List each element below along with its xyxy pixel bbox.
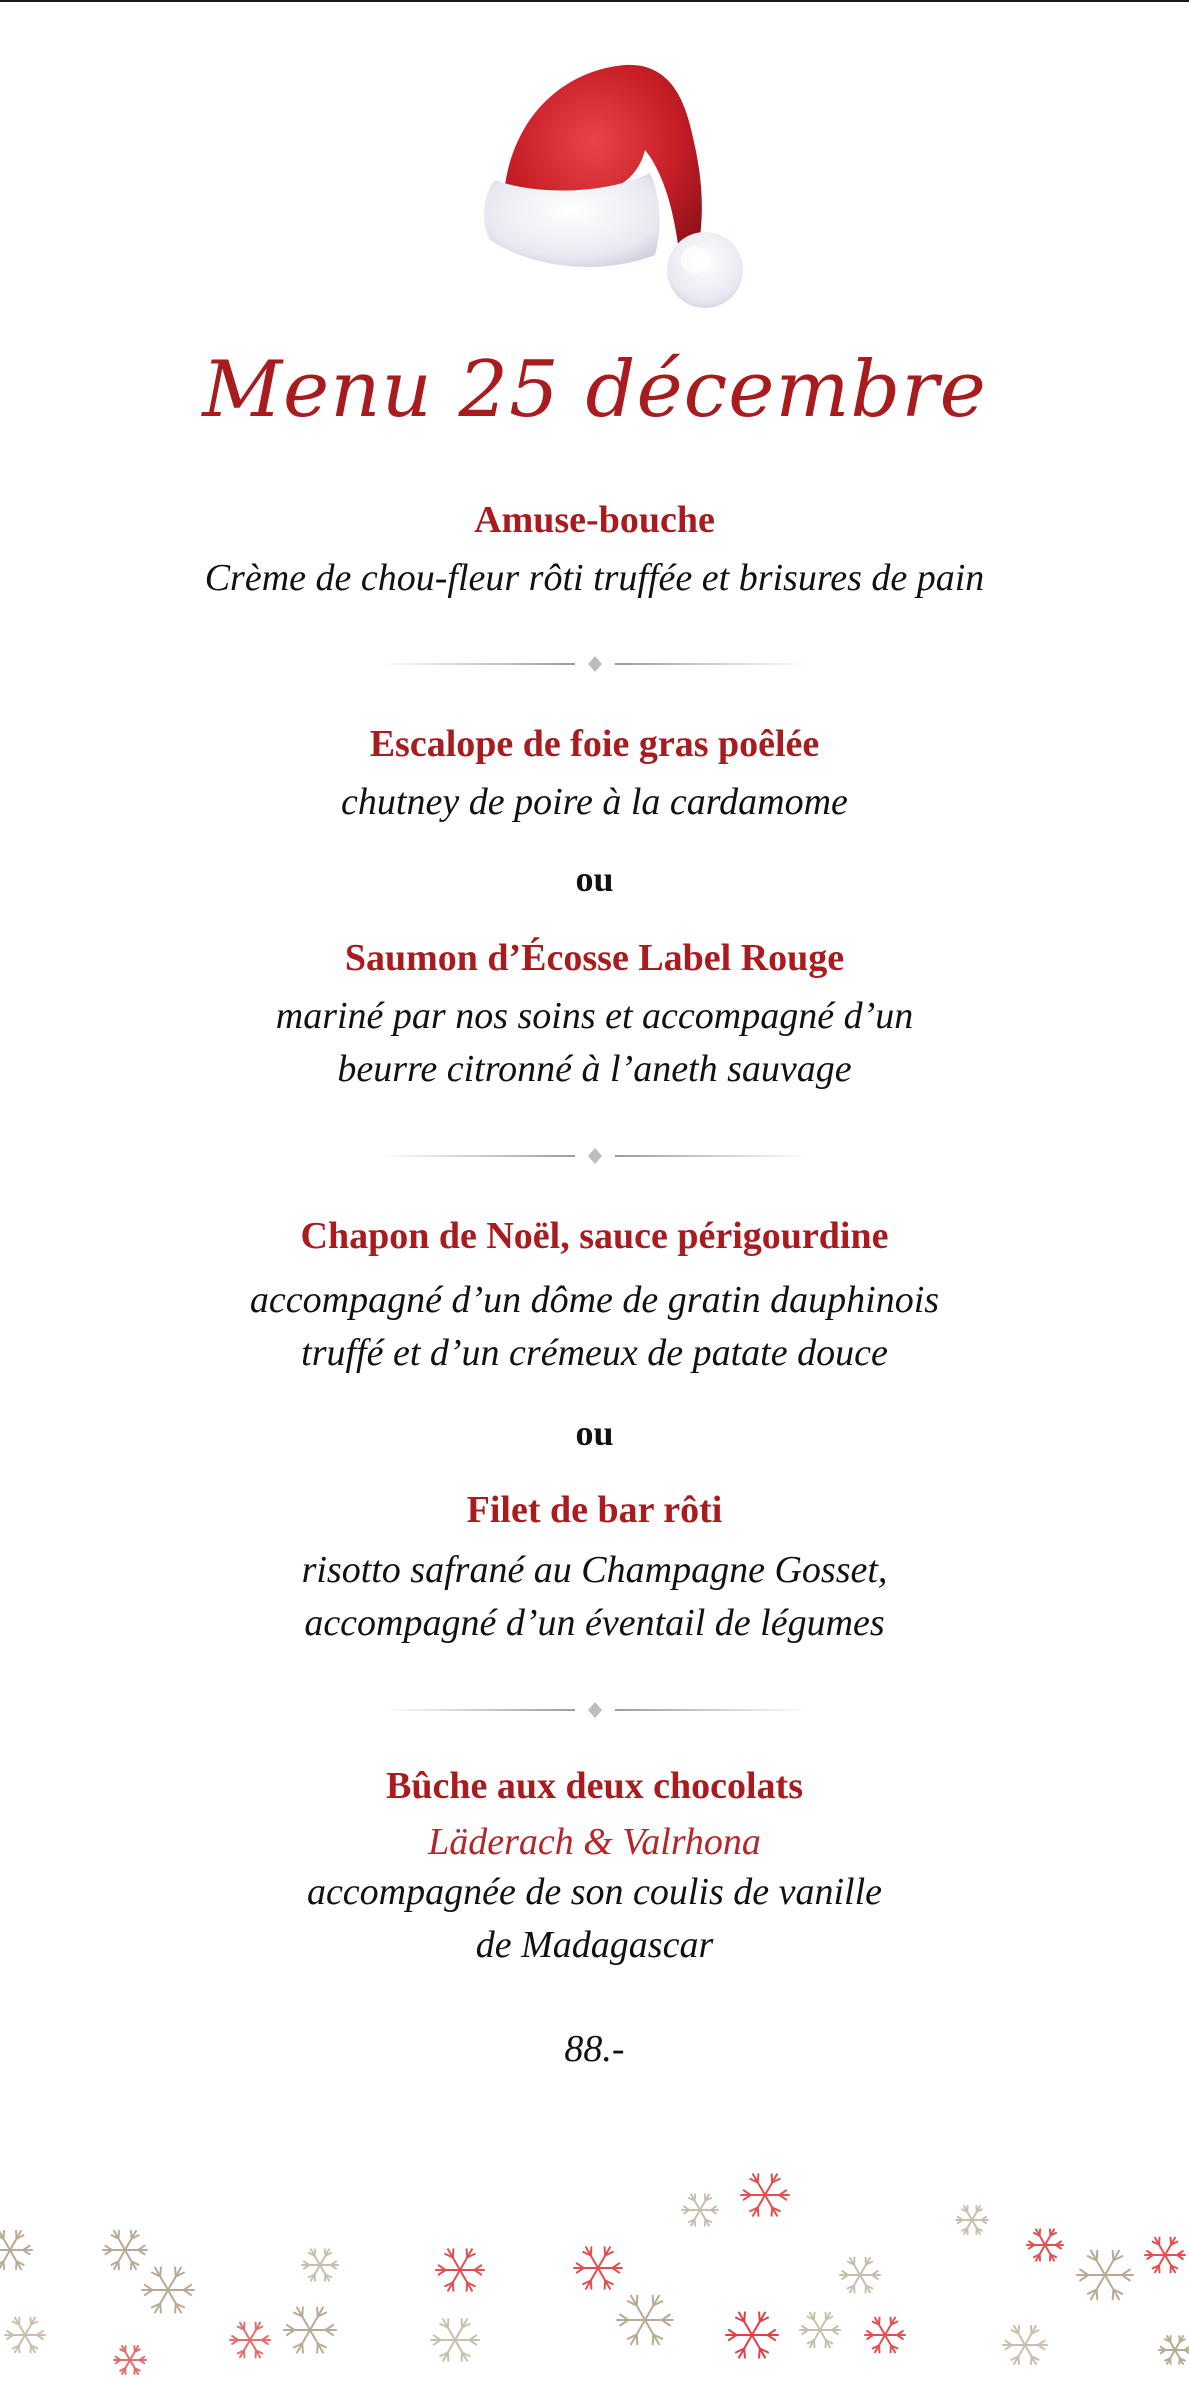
main-chapon-desc-1: accompagné d’un dôme de gratin dauphinois [249,1279,940,1321]
snowflake-icon [800,2313,840,2348]
dessert-desc-2: de Madagascar [475,1924,714,1966]
dessert-desc-1: accompagnée de son coulis de vanille [306,1871,883,1913]
menu-price: 88.- [564,2028,625,2070]
snowflake-icon [1003,2326,1047,2364]
snowflake-icon [114,2346,146,2374]
starter-saumon-desc-1: mariné par nos soins et accompagné d’un [275,995,914,1037]
snowflake-icon [436,2249,484,2291]
main-bar-name: Filet de bar rôti [466,1489,723,1531]
starter-foie-gras-name: Escalope de foie gras poêlée [369,723,820,765]
starter-foie-gras-desc: chutney de poire à la cardamome [341,781,848,823]
amuse-bouche-desc: Crème de chou-fleur rôti truffée et brisures de pain [204,557,985,599]
snowflake-icon [103,2231,147,2269]
ornament-divider-icon [370,1700,820,1720]
snowflake-icon [302,2249,338,2280]
starter-saumon-desc-2: beurre citronné à l’aneth sauvage [337,1048,852,1090]
or-separator: ou [575,859,614,899]
main-bar-desc-2: accompagné d’un éventail de légumes [304,1602,885,1644]
snowflake-icon [682,2194,718,2225]
snowflake-icon [1027,2229,1063,2260]
dessert-brands: Läderach & Valrhona [428,1821,761,1863]
snowflake-icon [1159,2336,1189,2364]
snowflake-icon [5,2318,45,2353]
main-chapon-desc-2: truffé et d’un crémeux de patate douce [301,1332,888,1374]
snowflake-icon [142,2267,194,2312]
ornament-divider-icon [370,1146,820,1166]
starter-saumon-name: Saumon d’Écosse Label Rouge [344,937,845,979]
snowflake-icon [284,2307,336,2352]
snowflake-icon [741,2174,789,2216]
amuse-bouche-name: Amuse-bouche [474,499,715,541]
top-border [0,0,1189,2]
snowflake-icon [1077,2251,1133,2300]
snowflake-decoration [0,2150,1189,2384]
main-bar-desc-1: risotto safrané au Champagne Gosset, [301,1549,888,1591]
snowflake-icon [1145,2238,1185,2273]
snowflake-icon [230,2323,270,2358]
snowflake-icon [0,2231,32,2269]
snowflake-icon [840,2258,880,2293]
snowflake-icon [574,2247,622,2289]
snowflake-icon [617,2296,673,2345]
snowflake-icon [726,2312,778,2357]
santa-hat-icon [475,55,755,315]
dessert-name: Bûche aux deux chocolats [386,1765,803,1807]
or-separator: ou [575,1413,614,1453]
main-chapon-name: Chapon de Noël, sauce périgourdine [300,1215,889,1257]
snowflake-icon [865,2318,905,2353]
snowflake-icon [956,2206,988,2234]
ornament-divider-icon [370,654,820,674]
menu-title: Menu 25 décembre [202,345,987,435]
snowflake-icon [431,2319,479,2361]
